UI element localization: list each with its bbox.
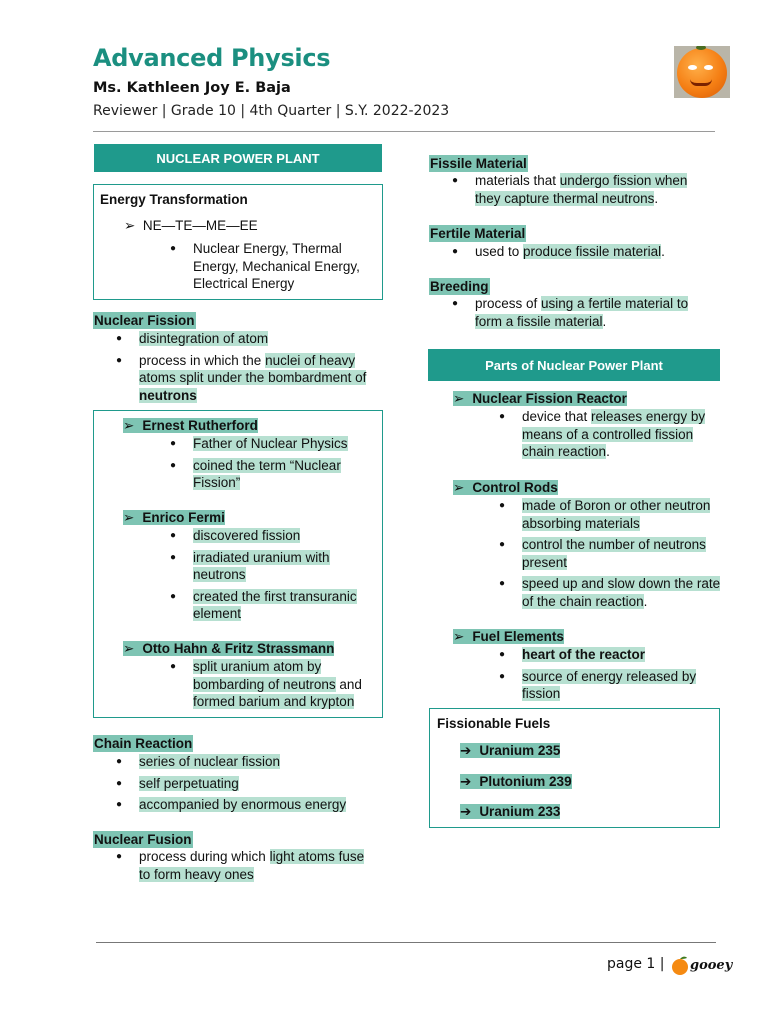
document-meta: Reviewer | Grade 10 | 4th Quarter | S.Y. 2022-2023 (93, 103, 450, 119)
arrowhead-icon: ➢ (123, 418, 135, 433)
scientists-box (93, 410, 383, 718)
fermi-list (170, 527, 370, 627)
breeding-label: Breeding (430, 279, 489, 294)
fermi-heading: ➢ Enrico Fermi (123, 510, 225, 525)
control-rods-heading: ➢ Control Rods (453, 480, 558, 495)
fissile-material-label: Fissile Material (430, 156, 527, 171)
list-item: ● created the first transuranic element (170, 588, 370, 623)
energy-list (170, 240, 370, 297)
control-rods-list (499, 497, 721, 615)
author-name: Ms. Kathleen Joy E. Baja (93, 80, 291, 96)
fissionable-fuels-box (429, 708, 720, 828)
arrowhead-icon: ➢ (123, 510, 135, 525)
list-item: ● process during which light atoms fuse to form heavy ones (116, 848, 378, 883)
list-item: ● Father of Nuclear Physics (170, 435, 370, 453)
fissile-list (452, 172, 707, 211)
rutherford-list (170, 435, 370, 496)
page-number: page 1 | (607, 956, 665, 972)
reactor-heading: ➢ Nuclear Fission Reactor (453, 391, 627, 406)
list-item: ● process in which the nuclei of heavy atoms split under the bombardment of neutrons (116, 352, 378, 405)
fuel-item: ➔ Plutonium 239 (460, 774, 572, 789)
list-item: ● series of nuclear fission (116, 753, 378, 771)
list-item: ● disintegration of atom (116, 330, 378, 348)
list-item: ● discovered fission (170, 527, 370, 545)
nuclear-fission-list (116, 330, 378, 408)
right-arrow-icon: ➔ (460, 804, 472, 819)
fuel-item: ➔ Uranium 235 (460, 743, 561, 758)
brand-name: gooey (690, 958, 733, 973)
nuclear-fission-label: Nuclear Fission (94, 313, 195, 328)
arrowhead-icon: ➢ (124, 218, 136, 233)
parts-banner: Parts of Nuclear Power Plant (428, 349, 720, 381)
fertile-list (452, 243, 707, 265)
list-item: ● source of energy released by fission (499, 668, 721, 703)
list-item: ● device that releases energy by means of a controlled fission chain reaction. (499, 408, 721, 461)
energy-transformation-box (93, 184, 383, 300)
list-item: ● self perpetuating (116, 775, 378, 793)
breeding-list (452, 295, 707, 334)
chain-reaction-label: Chain Reaction (94, 736, 193, 751)
arrowhead-icon: ➢ (453, 480, 465, 495)
list-item: ● control the number of neutrons present (499, 536, 721, 571)
arrowhead-icon: ➢ (123, 641, 135, 656)
energy-arrow-line: ➢ NE—TE—ME—EE (124, 218, 258, 233)
nuclear-fusion-label: Nuclear Fusion (94, 832, 192, 847)
header-divider (93, 131, 715, 132)
right-arrow-icon: ➔ (460, 774, 472, 789)
arrowhead-icon: ➢ (453, 391, 465, 406)
fuel-item: ➔ Uranium 233 (460, 804, 561, 819)
footer-divider (96, 942, 716, 943)
list-item: ● accompanied by enormous energy (116, 796, 378, 814)
list-item: ● Nuclear Energy, Thermal Energy, Mechanical Energy, Electrical Energy (170, 240, 370, 293)
fissionable-fuels-heading: Fissionable Fuels (437, 716, 551, 731)
list-item: ● irradiated uranium with neutrons (170, 549, 370, 584)
list-item: ● split uranium atom by bombarding of neutrons and formed barium and krypton (170, 658, 370, 711)
nuclear-fusion-list (116, 848, 378, 887)
hahn-list (170, 658, 370, 715)
list-item: ● process of using a fertile material to form a fissile material. (452, 295, 707, 330)
right-arrow-icon: ➔ (460, 743, 472, 758)
fuel-elements-list (499, 646, 721, 707)
list-item: ● coined the term “Nuclear Fission” (170, 457, 370, 492)
list-item: ● heart of the reactor (499, 646, 721, 664)
nuclear-power-plant-banner: NUCLEAR POWER PLANT (94, 144, 382, 172)
orange-fruit-icon (670, 956, 692, 976)
energy-transformation-heading: Energy Transformation (100, 192, 248, 207)
list-item: ● used to produce fissile material. (452, 243, 707, 261)
orange-character-icon (674, 46, 730, 98)
list-item: ● speed up and slow down the rate of the chain reaction. (499, 575, 721, 610)
chain-reaction-list (116, 753, 378, 818)
page-title: Advanced Physics (93, 44, 331, 72)
reactor-list (499, 408, 721, 465)
fuel-elements-heading: ➢ Fuel Elements (453, 629, 564, 644)
arrowhead-icon: ➢ (453, 629, 465, 644)
fertile-material-label: Fertile Material (430, 226, 526, 241)
hahn-strassmann-heading: ➢ Otto Hahn & Fritz Strassmann (123, 641, 335, 656)
list-item: ● made of Boron or other neutron absorbing materials (499, 497, 721, 532)
rutherford-heading: ➢ Ernest Rutherford (123, 418, 258, 433)
list-item: ● materials that undergo fission when they capture thermal neutrons. (452, 172, 707, 207)
